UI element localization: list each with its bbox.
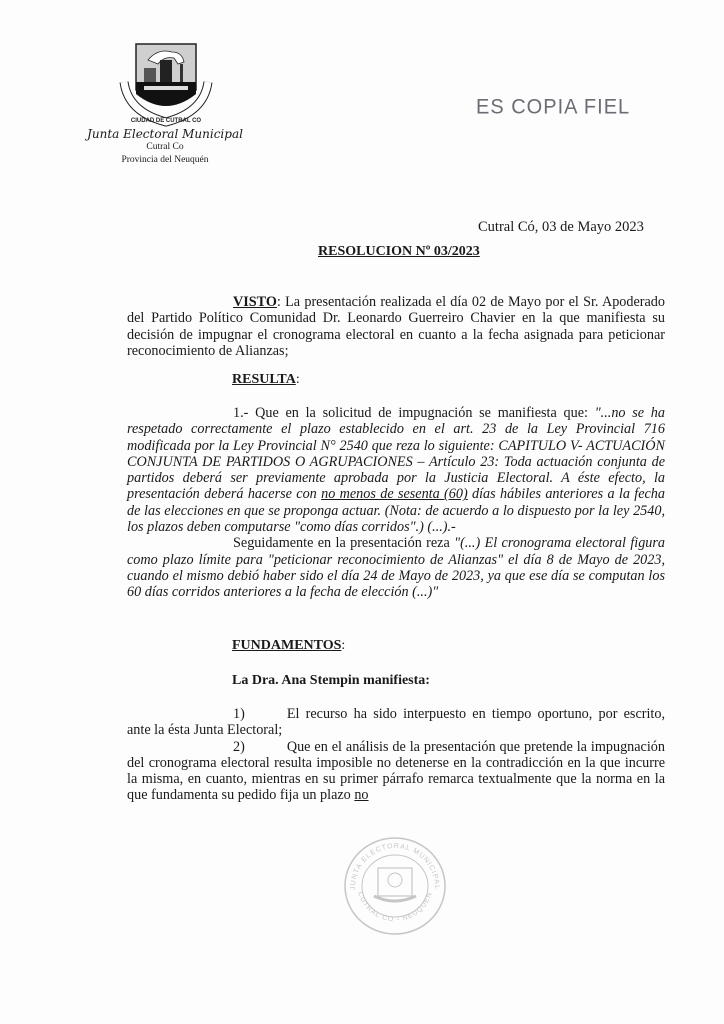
item1-lead: 1.- Que en la solicitud de impugnación se manifiesta que: [233, 405, 595, 421]
date-line: Cutral Có, 03 de Mayo 2023 [478, 219, 644, 235]
logo-banner-text: CIUDAD DE CUTRAL CO [130, 118, 202, 124]
institution-province: Provincia del Neuquén [121, 155, 209, 165]
seal-bottom-text: CUTRAL CO - NEUQUEN [356, 890, 434, 924]
fundamentos-heading: FUNDAMENTOS [232, 638, 342, 653]
resolution-title: RESOLUCION Nº 03/2023 [318, 244, 480, 259]
municipal-coat-of-arms-logo [118, 38, 214, 128]
item1-quote-part-a: "...no se ha respetado correctamente el plazo establecido en el art. 23 de la Ley Provincial 716 modificada por la Ley Provincial N° 2540 que reza lo siguiente: CAPITULO V- ACTUACIÓN CONJUNTA DE PARTIDOS O AGRUPACIONES – Artículo 23: Toda actuación conjunta de partidos deberá ser previamente aprobada por la Justicia Electoral. A éste efecto, la presentación deberá hacerse con [127, 405, 665, 503]
resulta-heading: RESULTA [232, 372, 296, 387]
point-text: Que en el análisis de la presentación que pretende la impugnación del cronograma electoral resulta imposible no detenerse en la contradicción en la que incurre la misma, en cuanto, mientras en su primer párrafo remarca textualmente que la norma en la que fundamenta su pedido fija un plazo [127, 738, 665, 804]
institution-name: Junta Electoral Municipal [87, 127, 243, 141]
point-text-underlined: no [354, 787, 369, 804]
item2-quote: "(...) El cronograma electoral figura como plazo límite para "peticionar reconocimiento de Alianzas" el día 8 de Mayo de 2023, cuando el mismo debió haber sido el día 24 de Mayo de 2023, ya que ese día se computan los 60 días corridos anteriores a la fecha de elección (...)" [127, 535, 666, 601]
visto-text: : La presentación realizada el día 02 de Mayo por el Sr. Apoderado del Partido Político Comunidad Dr. Leonardo Guerreiro Chavier en la que manifiesta su decisión de impugnar el cronograma electoral en cuanto a la fecha asignada para peticionar reconocimiento de Alianzas; [127, 294, 665, 359]
fundamentos-points [127, 706, 665, 804]
official-seal-stamp [340, 830, 450, 940]
fundamentos-section-heading [232, 638, 345, 654]
svg-text:JUNTA ELECTORAL MUNICIPAL [350, 843, 440, 890]
item2-lead: Seguidamente en la presentación reza [233, 535, 455, 552]
point-number: 1) [233, 706, 245, 722]
item1-quote-part-b: días hábiles anteriores a la fecha de las elecciones en que se proponga actuar. (Nota: de acuerdo a lo dispuesto por la ley 2540, los plazos deben computarse "como días corridos".) (...).- [127, 486, 665, 536]
speaker-line: La Dra. Ana Stempin manifiesta: [232, 673, 430, 688]
point-number: 2) [233, 738, 245, 755]
item1-quote-underlined: no menos de sesenta (60) [321, 486, 468, 503]
institution-city: Cutral Co [146, 142, 184, 152]
visto-heading: VISTO [233, 294, 277, 310]
resulta-colon: : [295, 372, 300, 387]
point-1 [127, 706, 665, 739]
fundamentos-colon: : [341, 638, 346, 653]
institution-header [80, 127, 250, 167]
point-2 [127, 739, 665, 804]
resulta-section-heading [232, 372, 300, 388]
seal-top-text: JUNTA ELECTORAL MUNICIPAL [349, 842, 441, 891]
resulta-item-1 [127, 405, 665, 601]
copy-certified-stamp: ES COPIA FIEL [476, 95, 631, 119]
visto-paragraph [127, 294, 665, 359]
point-text: El recurso ha sido interpuesto en tiempo oportuno, por escrito, ante la ésta Junta Electoral; [127, 706, 665, 739]
